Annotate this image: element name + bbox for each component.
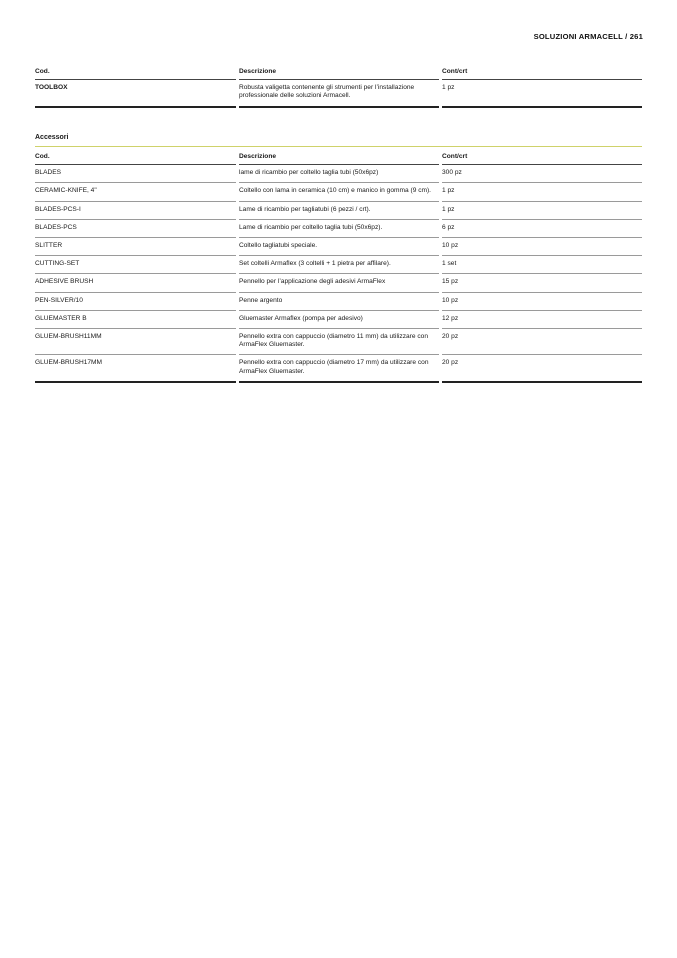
- table-row: [35, 311, 642, 329]
- cell-description: Penne argento: [239, 293, 439, 311]
- cell-description: Pennello extra con cappuccio (diametro 17 mm) da utilizzare con ArmaFlex Gluemaster.: [239, 355, 439, 382]
- cell-quantity: 1 set: [442, 256, 642, 274]
- cell-quantity: 10 pz: [442, 238, 642, 256]
- cell-code: GLUEM-BRUSH17MM: [35, 355, 236, 382]
- table-row: [35, 274, 642, 292]
- section-title: Accessori: [35, 132, 642, 147]
- cell-code: BLADES-PCS-I: [35, 202, 236, 220]
- cell-description: Lame di ricambio per tagliatubi (6 pezzi / crt).: [239, 202, 439, 220]
- cell-quantity: 300 pz: [442, 165, 642, 183]
- cell-code: BLADES-PCS: [35, 220, 236, 238]
- cell-description: Gluemaster Armaflex (pompa per adesivo): [239, 311, 439, 329]
- table-row: [35, 238, 642, 256]
- cell-quantity: 10 pz: [442, 293, 642, 311]
- page-header: SOLUZIONI ARMACELL / 261: [533, 32, 643, 41]
- table-row: [35, 293, 642, 311]
- cell-code: CUTTING-SET: [35, 256, 236, 274]
- cell-code: PEN-SILVER/10: [35, 293, 236, 311]
- table-row: [35, 256, 642, 274]
- cell-quantity: 12 pz: [442, 311, 642, 329]
- cell-code: GLUEM-BRUSH11MM: [35, 329, 236, 355]
- cell-description: Pennello extra con cappuccio (diametro 11 mm) da utilizzare con ArmaFlex Gluemaster.: [239, 329, 439, 355]
- column-header-description: Descrizione: [239, 151, 439, 165]
- column-header-code: Cod.: [35, 66, 236, 80]
- column-header-quantity: Cont/crt: [442, 66, 642, 80]
- cell-description: Robusta valigetta contenente gli strumenti per l’installazione professionale delle soluzioni Armacell.: [239, 80, 439, 107]
- cell-quantity: 20 pz: [442, 355, 642, 382]
- cell-quantity: 1 pz: [442, 80, 642, 107]
- cell-quantity: 15 pz: [442, 274, 642, 292]
- cell-description: Set coltelli Armaflex (3 coltelli + 1 pietra per affilare).: [239, 256, 439, 274]
- cell-quantity: 1 pz: [442, 202, 642, 220]
- cell-quantity: 6 pz: [442, 220, 642, 238]
- cell-description: Coltello con lama in ceramica (10 cm) e manico in gomma (9 cm).: [239, 183, 439, 201]
- column-header-quantity: Cont/crt: [442, 151, 642, 165]
- table-row: [35, 202, 642, 220]
- cell-description: Coltello tagliatubi speciale.: [239, 238, 439, 256]
- cell-description: Lame di ricambio per coltello taglia tubi (50x6pz).: [239, 220, 439, 238]
- cell-quantity: 1 pz: [442, 183, 642, 201]
- toolbox-table: [35, 66, 642, 108]
- cell-code: CERAMIC-KNIFE, 4": [35, 183, 236, 201]
- cell-code: SLITTER: [35, 238, 236, 256]
- cell-code: ADHESIVE BRUSH: [35, 274, 236, 292]
- cell-code: BLADES: [35, 165, 236, 183]
- table-row: [35, 329, 642, 355]
- table-row: [35, 220, 642, 238]
- cell-quantity: 20 pz: [442, 329, 642, 355]
- cell-description: lame di ricambio per coltello taglia tubi (50x6pz): [239, 165, 439, 183]
- cell-code: TOOLBOX: [35, 80, 236, 107]
- table-row: [35, 80, 642, 107]
- accessori-table: [35, 132, 642, 383]
- table-row: [35, 355, 642, 382]
- table-header-row: [35, 66, 642, 80]
- table-row: [35, 183, 642, 201]
- column-header-description: Descrizione: [239, 66, 439, 80]
- cell-description: Pennello per l’applicazione degli adesivi ArmaFlex: [239, 274, 439, 292]
- cell-code: GLUEMASTER B: [35, 311, 236, 329]
- table-row: [35, 165, 642, 183]
- column-header-code: Cod.: [35, 151, 236, 165]
- table-header-row: [35, 151, 642, 165]
